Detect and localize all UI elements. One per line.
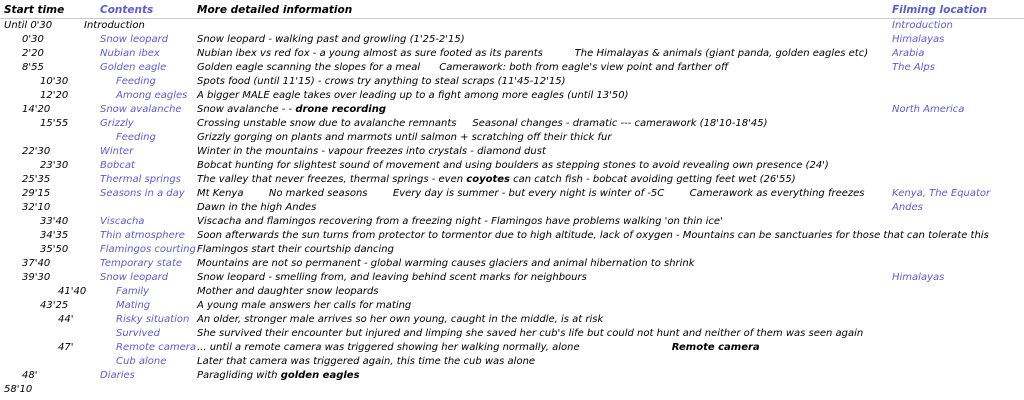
contents-cell: Remote camera — [116, 342, 196, 353]
info-cell — [197, 145, 546, 159]
start-time-cell: 23'30 — [40, 160, 69, 171]
contents-cell: Risky situation — [116, 314, 190, 325]
contents-cell: Family — [116, 286, 150, 297]
start-time-cell: 29'15 — [22, 188, 51, 199]
schedule-table — [0, 19, 1024, 397]
table-row — [0, 299, 1024, 313]
contents-cell: Cub alone — [116, 356, 167, 367]
start-time-cell: 48' — [22, 370, 38, 381]
table-row — [0, 383, 1024, 397]
start-time-cell: 25'35 — [22, 174, 51, 185]
contents-cell: Flamingos courting — [100, 244, 196, 255]
table-row — [0, 229, 1024, 243]
info-cell — [197, 89, 629, 103]
contents-cell: Mating — [116, 300, 151, 311]
info-bold-text: coyotes — [466, 174, 510, 185]
table-row — [0, 313, 1024, 327]
start-time-cell: 35'50 — [40, 244, 69, 255]
start-time-cell: Until 0'30 — [4, 20, 53, 31]
table-row — [0, 19, 1024, 33]
contents-cell: Snow leopard — [100, 34, 169, 45]
start-time-cell: 8'55 — [22, 62, 44, 73]
info-cell — [197, 285, 379, 299]
contents-cell: Among eagles — [116, 90, 188, 101]
table-row — [0, 285, 1024, 299]
table-row — [0, 131, 1024, 145]
header-filming-location: Filming location — [892, 4, 987, 16]
info-text: A bigger MALE eagle takes over leading up to a fight among more eagles (until 13'50) — [197, 90, 629, 101]
filming-location-cell: Kenya, The Equator — [892, 188, 991, 199]
filming-location-cell: Introduction — [892, 20, 953, 31]
table-row — [0, 103, 1024, 117]
table-row — [0, 215, 1024, 229]
contents-cell: Temporary state — [100, 258, 183, 269]
start-time-cell: 47' — [58, 342, 74, 353]
contents-cell: Introduction — [84, 20, 145, 31]
info-cell — [197, 229, 989, 243]
info-text: Winter in the mountains - vapour freezes into crystals - diamond dust — [197, 146, 546, 157]
info-text: Viscacha and flamingos recovering from a freezing night - Flamingos have problems walking 'on thin ice' — [197, 216, 723, 227]
start-time-cell: 34'35 — [40, 230, 69, 241]
contents-cell: Seasons in a day — [100, 188, 185, 199]
info-text: Spots food (until 11'15) - crows try anything to steal scraps (11'45-12'15) — [197, 76, 566, 87]
info-cell — [197, 47, 868, 61]
table-row — [0, 75, 1024, 89]
start-time-cell: 2'20 — [22, 48, 44, 59]
header-contents: Contents — [100, 4, 154, 16]
info-cell — [197, 313, 603, 327]
table-row — [0, 159, 1024, 173]
info-text: She survived their encounter but injured and limping she saved her cub's life but could not hunt and neither of them was seen again — [197, 328, 864, 339]
info-text: Bobcat hunting for slightest sound of movement and using boulders as stepping stones to avoid revealing own presence (24') — [197, 160, 829, 171]
start-time-cell: 37'40 — [22, 258, 51, 269]
info-cell — [197, 131, 611, 145]
info-cell — [197, 117, 767, 131]
info-text: Mt Kenya No marked seasons Every day is summer - but every night is winter of -5C Camerawork as everything freezes — [197, 188, 865, 199]
info-text: Soon afterwards the sun turns from protector to tormentor due to high altitude, lack of oxygen - Mountains can be sanctuaries for those that can tolerate this — [197, 230, 989, 241]
info-cell — [197, 271, 587, 285]
start-time-cell: 32'10 — [22, 202, 51, 213]
info-cell — [197, 103, 386, 117]
start-time-cell: 10'30 — [40, 76, 69, 87]
table-row — [0, 341, 1024, 355]
info-cell — [197, 187, 865, 201]
table-row — [0, 89, 1024, 103]
start-time-cell: 22'30 — [22, 146, 51, 157]
info-bold-text: golden eagles — [280, 370, 360, 381]
info-text: The valley that never freezes, thermal springs - even — [197, 174, 467, 185]
info-cell — [197, 299, 411, 313]
table-row — [0, 173, 1024, 187]
info-cell — [197, 369, 360, 383]
table-row — [0, 33, 1024, 47]
info-text: Later that camera was triggered again, this time the cub was alone — [197, 356, 536, 367]
contents-cell: Thermal springs — [100, 174, 181, 185]
info-bold-text: drone recording — [295, 104, 386, 115]
contents-cell: Winter — [100, 146, 134, 157]
contents-cell: Thin atmosphere — [100, 230, 185, 241]
table-row — [0, 369, 1024, 383]
info-bold-text: Remote camera — [671, 342, 760, 353]
info-text: Dawn in the high Andes — [197, 202, 317, 213]
contents-cell: Golden eagle — [100, 62, 167, 73]
table-row — [0, 355, 1024, 369]
filming-location-cell: Andes — [892, 202, 923, 213]
header-more-info: More detailed information — [197, 4, 353, 16]
info-text: Snow leopard - walking past and growling (1'25-2'15) — [197, 34, 465, 45]
table-row — [0, 47, 1024, 61]
filming-location-cell: North America — [892, 104, 965, 115]
start-time-cell: 58'10 — [4, 384, 33, 395]
contents-cell: Grizzly — [100, 118, 134, 129]
table-row — [0, 271, 1024, 285]
start-time-cell: 0'30 — [22, 34, 44, 45]
contents-cell: Diaries — [100, 370, 135, 381]
table-row — [0, 187, 1024, 201]
filming-location-cell: The Alps — [892, 62, 935, 73]
info-text: Snow leopard - smelling from, and leaving behind scent marks for neighbours — [197, 272, 587, 283]
info-text: Flamingos start their courtship dancing — [197, 244, 394, 255]
filming-location-cell: Himalayas — [892, 34, 945, 45]
contents-cell: Feeding — [116, 132, 156, 143]
contents-cell: Survived — [116, 328, 160, 339]
info-text: Grizzly gorging on plants and marmots until salmon + scratching off their thick fur — [197, 132, 612, 143]
start-time-cell: 43'25 — [40, 300, 69, 311]
filming-location-cell: Arabia — [892, 48, 925, 59]
info-cell — [197, 201, 316, 215]
info-text: Snow avalanche - - — [197, 104, 296, 115]
start-time-cell: 39'30 — [22, 272, 51, 283]
info-cell — [197, 33, 465, 47]
contents-cell: Bobcat — [100, 160, 135, 171]
info-text: Paragliding with — [197, 370, 281, 381]
start-time-cell: 15'55 — [40, 118, 69, 129]
start-time-cell: 12'20 — [40, 90, 69, 101]
info-cell — [197, 257, 695, 271]
start-time-cell: 41'40 — [58, 286, 87, 297]
contents-cell: Nubian ibex — [100, 48, 160, 59]
info-text: ... until a remote camera was triggered showing her walking normally, alone — [197, 342, 672, 353]
start-time-cell: 44' — [58, 314, 74, 325]
info-text: An older, stronger male arrives so her own young, caught in the middle, is at risk — [197, 314, 604, 325]
info-cell — [197, 355, 535, 369]
contents-cell: Snow leopard — [100, 272, 169, 283]
info-text: Crossing unstable snow due to avalanche remnants Seasonal changes - dramatic --- camerawork (18'10-18'45) — [197, 118, 768, 129]
info-text: Mountains are not so permanent - global warming causes glaciers and animal hibernation to shrink — [197, 258, 695, 269]
table-row — [0, 243, 1024, 257]
table-row — [0, 145, 1024, 159]
info-cell — [197, 173, 796, 187]
start-time-cell: 33'40 — [40, 216, 69, 227]
start-time-cell: 14'20 — [22, 104, 51, 115]
filming-location-cell: Himalayas — [892, 272, 945, 283]
table-row — [0, 61, 1024, 75]
info-cell — [197, 215, 723, 229]
table-row — [0, 257, 1024, 271]
info-text: Mother and daughter snow leopards — [197, 286, 379, 297]
info-text: Nubian ibex vs red fox - a young almost as sure footed as its parents The Himalayas & animals (giant panda, golden eagles etc) — [197, 48, 869, 59]
header-row — [0, 4, 1024, 19]
info-text: A young male answers her calls for mating — [197, 300, 412, 311]
info-text: Golden eagle scanning the slopes for a meal Camerawork: both from eagle's view point and farther off — [197, 62, 729, 73]
contents-cell: Snow avalanche — [100, 104, 182, 115]
table-row — [0, 327, 1024, 341]
table-row — [0, 117, 1024, 131]
table-row — [0, 201, 1024, 215]
contents-cell: Feeding — [116, 76, 156, 87]
header-start-time: Start time — [4, 4, 65, 16]
info-text-after: can catch fish - bobcat avoiding getting feet wet (26'55) — [509, 174, 796, 185]
info-cell — [197, 159, 829, 173]
info-cell — [197, 75, 566, 89]
contents-cell: Viscacha — [100, 216, 145, 227]
info-cell — [197, 327, 863, 341]
info-cell — [197, 243, 394, 257]
info-cell — [197, 61, 728, 75]
info-cell — [197, 341, 760, 355]
